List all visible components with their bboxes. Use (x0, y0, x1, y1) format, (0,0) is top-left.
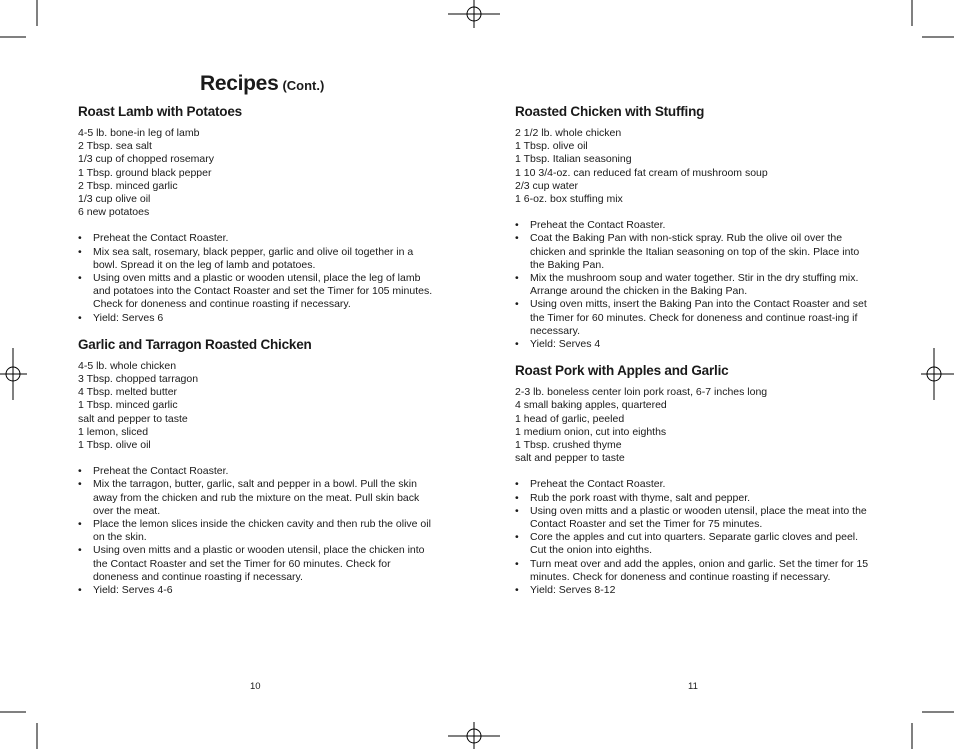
ingredient-item: 1 Tbsp. Italian seasoning (515, 153, 632, 166)
bullet-icon: • (515, 504, 519, 517)
ingredient-item: 2 1/2 lb. whole chicken (515, 127, 622, 139)
ingredient-item: 2 Tbsp. sea salt (78, 140, 152, 153)
ingredient-item: 1 head of garlic, peeled (515, 412, 625, 425)
instruction-text: Using oven mitts, insert the Baking Pan into the Contact Roaster and set the Timer for 60 minutes. Check for doneness and continue roast-ing if necessary. (530, 298, 867, 337)
page-number-right: 11 (688, 681, 698, 692)
ingredient-item: salt and pepper to taste (515, 452, 625, 465)
bullet-icon: • (78, 478, 82, 491)
bullet-icon: • (515, 491, 519, 504)
instruction-item (78, 465, 438, 478)
left-column (78, 104, 438, 609)
bullet-icon: • (515, 478, 519, 491)
instruction-text: Mix the tarragon, butter, garlic, salt and pepper in a bowl. Pull the skin away from the chicken and rub the mixture on the meat. Pull skin back over the meat. (93, 478, 420, 517)
ingredient-item: 2 Tbsp. minced garlic (78, 179, 178, 192)
bullet-icon: • (78, 232, 82, 245)
instruction-text: Using oven mitts and a plastic or wooden utensil, place the meat into the Contact Roaster and set the Timer for 75 minutes. (530, 504, 867, 531)
ingredient-item: 1/3 cup olive oil (78, 193, 151, 206)
ingredient-item: 1 6-oz. box stuffing mix (515, 193, 623, 206)
ingredient-item: 1 Tbsp. olive oil (78, 439, 151, 452)
ingredient-list (515, 127, 875, 206)
instruction-text: Using oven mitts and a plastic or wooden utensil, place the chicken into the Contact Roaster and set the Timer for 60 minutes. Check for doneness and continue roasting if necessary. (93, 544, 425, 583)
bullet-icon: • (515, 272, 519, 285)
ingredient-item: 2-3 lb. boneless center loin pork roast, 6-7 inches long (515, 386, 768, 399)
ingredient-item: 4-5 lb. whole chicken (78, 359, 177, 372)
bullet-icon: • (515, 584, 519, 597)
ingredient-item: 1 Tbsp. ground black pepper (78, 166, 212, 179)
bullet-icon: • (78, 584, 82, 597)
ingredient-item: 4 small baking apples, quartered (515, 399, 667, 412)
bullet-icon: • (78, 311, 82, 324)
instruction-item (515, 558, 875, 584)
instruction-text: Core the apples and cut into quarters. Separate garlic cloves and peel. Cut the onion into eighths. (530, 531, 859, 557)
instruction-item (515, 505, 875, 531)
instruction-list (515, 478, 875, 597)
instruction-item (515, 531, 875, 557)
instruction-item (515, 492, 875, 505)
bullet-icon: • (78, 544, 82, 557)
instruction-text: Mix the mushroom soup and water together. Stir in the dry stuffing mix. Arrange around the chicken in the Baking Pan. (530, 272, 859, 298)
bullet-icon: • (78, 245, 82, 258)
ingredient-item: 1/3 cup of chopped rosemary (78, 153, 214, 166)
instruction-text: Preheat the Contact Roaster. (530, 478, 666, 491)
ingredient-list (78, 127, 438, 219)
page-title-text: Recipes (200, 72, 279, 95)
ingredient-item: 1 Tbsp. crushed thyme (515, 439, 622, 452)
instruction-item (78, 518, 438, 544)
instruction-text: Preheat the Contact Roaster. (93, 465, 229, 478)
ingredient-item: 2/3 cup water (515, 179, 579, 192)
instruction-item (78, 246, 438, 272)
instruction-item (515, 338, 875, 351)
right-column (515, 104, 875, 609)
instruction-text: Yield: Serves 6 (93, 311, 164, 324)
recipe-section (78, 104, 438, 325)
instruction-item (78, 544, 438, 584)
bullet-icon: • (515, 338, 519, 351)
instruction-item (515, 219, 875, 232)
page-number-left: 10 (250, 681, 261, 692)
bullet-icon: • (78, 518, 82, 531)
recipe-section (515, 104, 875, 351)
instruction-text: Preheat the Contact Roaster. (530, 219, 666, 232)
recipe-title: Roasted Chicken with Stuffing (515, 104, 705, 119)
ingredient-item: 3 Tbsp. chopped tarragon (78, 373, 199, 386)
bullet-icon: • (515, 531, 519, 544)
ingredient-item: 1 Tbsp. olive oil (515, 140, 588, 153)
bullet-icon: • (515, 557, 519, 570)
instruction-item (515, 478, 875, 491)
instruction-text: Using oven mitts and a plastic or wooden utensil, place the leg of lamb and potatoes into the Contact Roaster and set the Timer for 105 minutes. Check for doneness and continue roasting if necessary. (93, 272, 433, 311)
instruction-text: Coat the Baking Pan with non-stick spray. Rub the olive oil over the chicken and sprinkle the Italian seasoning on top of the skin. Place into the Baking Pan. (530, 232, 860, 271)
bullet-icon: • (515, 232, 519, 245)
page-title (200, 72, 324, 96)
instruction-text: Yield: Serves 4-6 (93, 584, 173, 597)
instruction-text: Rub the pork roast with thyme, salt and pepper. (530, 491, 751, 504)
ingredient-item: 1 lemon, sliced (78, 425, 149, 438)
ingredient-item: salt and pepper to taste (78, 412, 188, 425)
instruction-list (515, 219, 875, 351)
recipe-section (78, 337, 438, 597)
instruction-text: Place the lemon slices inside the chicken cavity and then rub the olive oil on the skin. (93, 518, 431, 544)
instruction-list (78, 232, 438, 324)
instruction-item (515, 272, 875, 298)
recipe-title: Roast Pork with Apples and Garlic (515, 363, 729, 379)
recipe-title: Garlic and Tarragon Roasted Chicken (78, 336, 312, 352)
instruction-item (78, 584, 438, 597)
instruction-list (78, 465, 438, 597)
instruction-text: Yield: Serves 4 (530, 338, 601, 351)
bullet-icon: • (515, 298, 519, 311)
instruction-text: Turn meat over and add the apples, onion and garlic. Set the timer for 15 minutes. Check for doneness and continue roasting if necessary. (530, 557, 869, 583)
instruction-text: Mix sea salt, rosemary, black pepper, garlic and olive oil together in a bowl. Spread it on the leg of lamb and potatoes. (93, 245, 414, 271)
ingredient-list (515, 386, 875, 465)
bullet-icon: • (515, 219, 519, 232)
instruction-item (78, 312, 438, 325)
ingredient-item: 1 10 3/4-oz. can reduced fat cream of mushroom soup (515, 166, 768, 179)
ingredient-item: 4 Tbsp. melted butter (78, 386, 178, 399)
instruction-item (515, 584, 875, 597)
instruction-item (78, 272, 438, 312)
ingredient-item: 6 new potatoes (78, 206, 150, 219)
ingredient-item: 1 Tbsp. minced garlic (78, 399, 178, 412)
instruction-item (78, 232, 438, 245)
instruction-text: Preheat the Contact Roaster. (93, 232, 229, 245)
ingredient-item: 4-5 lb. bone-in leg of lamb (78, 127, 200, 139)
instruction-text: Yield: Serves 8-12 (530, 584, 616, 597)
ingredient-list (78, 360, 438, 452)
recipe-section (515, 363, 875, 597)
bullet-icon: • (78, 272, 82, 285)
ingredient-item: 1 medium onion, cut into eighths (515, 425, 667, 438)
page-title-cont: (Cont.) (282, 78, 325, 93)
bullet-icon: • (78, 465, 82, 478)
recipe-title: Roast Lamb with Potatoes (78, 104, 242, 119)
instruction-item (515, 232, 875, 272)
instruction-item (78, 478, 438, 518)
instruction-item (515, 298, 875, 338)
